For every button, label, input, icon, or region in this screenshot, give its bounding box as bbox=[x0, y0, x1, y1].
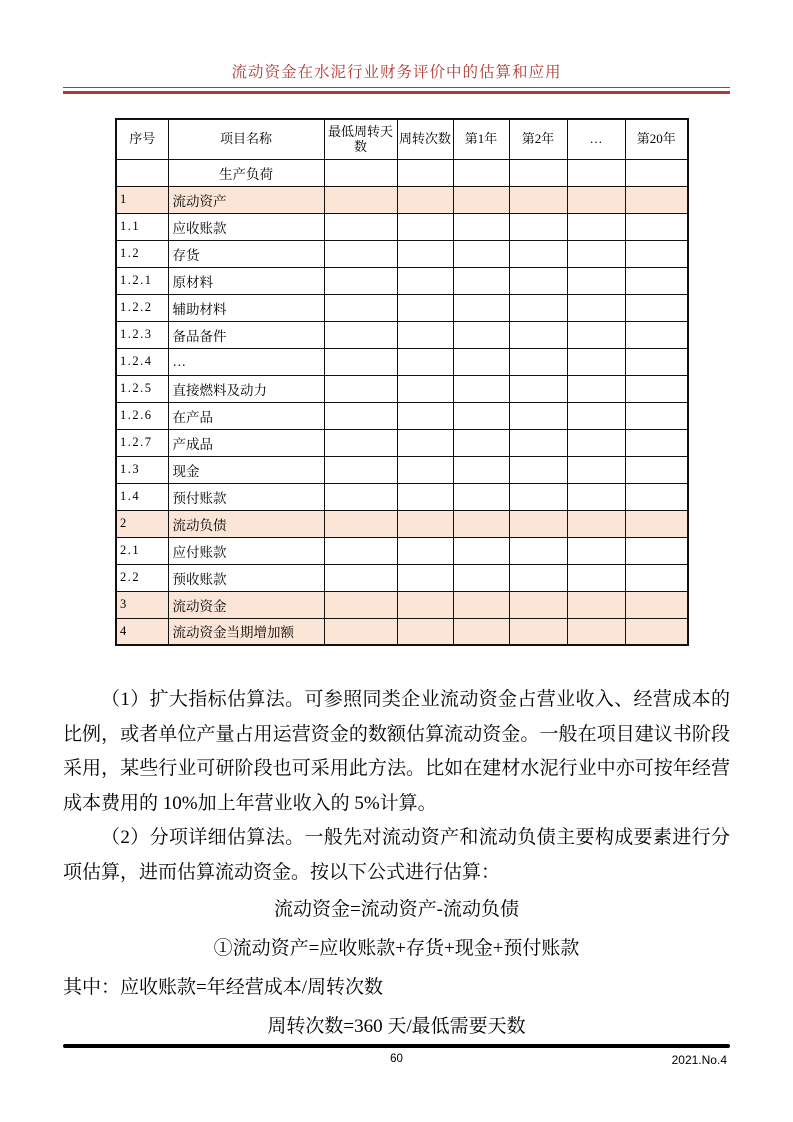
paragraph-itemized-method: （2）分项详细估算法。一般先对流动资产和流动负债主要构成要素进行分项估算，进而估算流动资金。按以下公式进行估算： bbox=[63, 827, 730, 883]
data-cell bbox=[509, 618, 567, 645]
column-header: … bbox=[567, 119, 625, 159]
data-cell bbox=[509, 564, 567, 591]
table-row bbox=[116, 564, 688, 591]
column-header: 第20年 bbox=[625, 119, 688, 159]
data-cell bbox=[567, 240, 625, 267]
data-cell bbox=[397, 159, 453, 186]
table-row bbox=[116, 159, 688, 186]
table-row bbox=[116, 321, 688, 348]
data-cell bbox=[453, 618, 509, 645]
item-name-cell: 存货 bbox=[168, 240, 324, 267]
data-cell bbox=[509, 321, 567, 348]
item-name-cell: 生产负荷 bbox=[168, 159, 324, 186]
data-cell bbox=[397, 537, 453, 564]
column-header: 第2年 bbox=[509, 119, 567, 159]
row-number-cell: 1.3 bbox=[116, 456, 168, 483]
row-number-cell: 1.2.3 bbox=[116, 321, 168, 348]
data-cell bbox=[509, 402, 567, 429]
table-row bbox=[116, 294, 688, 321]
data-cell bbox=[567, 456, 625, 483]
row-number-cell: 1.2.2 bbox=[116, 294, 168, 321]
data-cell bbox=[509, 213, 567, 240]
data-cell bbox=[324, 483, 397, 510]
column-header: 序号 bbox=[116, 119, 168, 159]
issue-label: 2021.No.4 bbox=[671, 1053, 727, 1067]
item-name-cell: … bbox=[168, 348, 324, 375]
column-header: 周转次数 bbox=[397, 119, 453, 159]
data-cell bbox=[509, 159, 567, 186]
data-cell bbox=[567, 294, 625, 321]
data-cell bbox=[625, 402, 688, 429]
data-cell bbox=[397, 618, 453, 645]
data-cell bbox=[397, 321, 453, 348]
data-cell bbox=[509, 240, 567, 267]
data-cell bbox=[324, 618, 397, 645]
data-cell bbox=[625, 564, 688, 591]
row-number-cell: 1.2.4 bbox=[116, 348, 168, 375]
table-header-row bbox=[116, 119, 688, 159]
data-cell bbox=[567, 213, 625, 240]
item-name-cell: 流动资金当期增加额 bbox=[168, 618, 324, 645]
column-header: 第1年 bbox=[453, 119, 509, 159]
data-cell bbox=[625, 429, 688, 456]
data-cell bbox=[453, 267, 509, 294]
page-title: 流动资金在水泥行业财务评价中的估算和应用 bbox=[231, 64, 562, 81]
data-cell bbox=[509, 537, 567, 564]
table-row bbox=[116, 240, 688, 267]
data-cell bbox=[509, 348, 567, 375]
data-cell bbox=[625, 186, 688, 213]
data-cell bbox=[324, 564, 397, 591]
data-cell bbox=[567, 267, 625, 294]
data-cell bbox=[453, 456, 509, 483]
data-cell bbox=[625, 591, 688, 618]
item-name-cell: 原材料 bbox=[168, 267, 324, 294]
data-cell bbox=[453, 429, 509, 456]
data-cell bbox=[567, 186, 625, 213]
data-cell bbox=[453, 348, 509, 375]
data-cell bbox=[397, 456, 453, 483]
data-cell bbox=[625, 267, 688, 294]
data-cell bbox=[324, 294, 397, 321]
data-cell bbox=[567, 591, 625, 618]
data-cell bbox=[509, 591, 567, 618]
data-cell bbox=[567, 618, 625, 645]
table-row bbox=[116, 510, 688, 537]
data-cell bbox=[397, 186, 453, 213]
data-cell bbox=[397, 348, 453, 375]
data-cell bbox=[509, 429, 567, 456]
table-row bbox=[116, 483, 688, 510]
table-row bbox=[116, 402, 688, 429]
table-row bbox=[116, 591, 688, 618]
page-number: 60 bbox=[390, 1053, 403, 1065]
item-name-cell: 现金 bbox=[168, 456, 324, 483]
working-capital-estimation-table bbox=[115, 118, 689, 646]
data-cell bbox=[509, 294, 567, 321]
data-cell bbox=[509, 510, 567, 537]
data-cell bbox=[625, 213, 688, 240]
data-cell bbox=[324, 510, 397, 537]
row-number-cell: 1 bbox=[116, 186, 168, 213]
data-cell bbox=[397, 267, 453, 294]
data-cell bbox=[567, 159, 625, 186]
data-cell bbox=[625, 456, 688, 483]
data-cell bbox=[453, 564, 509, 591]
data-cell bbox=[324, 321, 397, 348]
data-cell bbox=[453, 483, 509, 510]
table-row bbox=[116, 375, 688, 402]
data-cell bbox=[397, 510, 453, 537]
row-number-cell: 1.2.1 bbox=[116, 267, 168, 294]
data-cell bbox=[567, 483, 625, 510]
data-cell bbox=[567, 375, 625, 402]
article-body bbox=[63, 683, 730, 1046]
data-cell bbox=[324, 348, 397, 375]
data-cell bbox=[567, 510, 625, 537]
data-cell bbox=[324, 402, 397, 429]
data-cell bbox=[397, 375, 453, 402]
data-cell bbox=[625, 510, 688, 537]
table-row bbox=[116, 618, 688, 645]
data-cell bbox=[567, 564, 625, 591]
item-name-cell: 产成品 bbox=[168, 429, 324, 456]
table-row bbox=[116, 267, 688, 294]
data-cell bbox=[625, 537, 688, 564]
data-cell bbox=[509, 267, 567, 294]
data-cell bbox=[324, 159, 397, 186]
header-rule-thin bbox=[63, 87, 730, 88]
column-header: 项目名称 bbox=[168, 119, 324, 159]
formula-accounts-receivable: 其中：应收账款=年经营成本/周转次数 bbox=[63, 977, 383, 998]
data-cell bbox=[567, 321, 625, 348]
data-cell bbox=[625, 618, 688, 645]
data-cell bbox=[324, 429, 397, 456]
table-row bbox=[116, 537, 688, 564]
column-header: 最低周转天数 bbox=[324, 119, 397, 159]
item-name-cell: 流动负债 bbox=[168, 510, 324, 537]
item-name-cell: 流动资金 bbox=[168, 591, 324, 618]
data-cell bbox=[625, 348, 688, 375]
data-cell bbox=[397, 591, 453, 618]
formula-turnover-times: 周转次数=360 天/最低需要天数 bbox=[267, 1016, 526, 1037]
data-cell bbox=[324, 186, 397, 213]
data-cell bbox=[453, 375, 509, 402]
data-cell bbox=[453, 294, 509, 321]
row-number-cell: 1.2.7 bbox=[116, 429, 168, 456]
data-cell bbox=[397, 429, 453, 456]
item-name-cell: 预付账款 bbox=[168, 483, 324, 510]
data-cell bbox=[324, 375, 397, 402]
table-row bbox=[116, 186, 688, 213]
row-number-cell: 1.2 bbox=[116, 240, 168, 267]
data-cell bbox=[397, 483, 453, 510]
data-cell bbox=[567, 348, 625, 375]
table-row bbox=[116, 429, 688, 456]
row-number-cell bbox=[116, 159, 168, 186]
data-cell bbox=[509, 483, 567, 510]
item-name-cell: 流动资产 bbox=[168, 186, 324, 213]
row-number-cell: 1.2.5 bbox=[116, 375, 168, 402]
data-cell bbox=[453, 321, 509, 348]
row-number-cell: 3 bbox=[116, 591, 168, 618]
data-cell bbox=[453, 240, 509, 267]
data-cell bbox=[567, 537, 625, 564]
data-cell bbox=[453, 186, 509, 213]
data-cell bbox=[625, 294, 688, 321]
table-row bbox=[116, 348, 688, 375]
data-cell bbox=[453, 402, 509, 429]
data-cell bbox=[453, 213, 509, 240]
item-name-cell: 直接燃料及动力 bbox=[168, 375, 324, 402]
data-cell bbox=[567, 402, 625, 429]
data-cell bbox=[625, 483, 688, 510]
formula-current-assets: ①流动资产=应收账款+存货+现金+预付账款 bbox=[213, 938, 580, 959]
data-cell bbox=[509, 186, 567, 213]
formula-working-capital: 流动资金=流动资产-流动负债 bbox=[273, 899, 520, 920]
data-cell bbox=[324, 267, 397, 294]
row-number-cell: 1.1 bbox=[116, 213, 168, 240]
data-cell bbox=[397, 402, 453, 429]
data-cell bbox=[453, 591, 509, 618]
data-cell bbox=[625, 321, 688, 348]
data-cell bbox=[324, 537, 397, 564]
data-cell bbox=[567, 429, 625, 456]
row-number-cell: 1.4 bbox=[116, 483, 168, 510]
footer-rule bbox=[63, 1044, 730, 1048]
data-cell bbox=[453, 510, 509, 537]
data-cell bbox=[625, 159, 688, 186]
header-rule-thick bbox=[63, 91, 730, 94]
table-row bbox=[116, 456, 688, 483]
table-row bbox=[116, 213, 688, 240]
data-cell bbox=[625, 240, 688, 267]
item-name-cell: 辅助材料 bbox=[168, 294, 324, 321]
data-cell bbox=[453, 159, 509, 186]
data-cell bbox=[324, 213, 397, 240]
item-name-cell: 在产品 bbox=[168, 402, 324, 429]
paragraph-expanded-index-method: （1）扩大指标估算法。可参照同类企业流动资金占营业收入、经营成本的比例，或者单位产量占用运营资金的数额估算流动资金。一般在项目建议书阶段采用，某些行业可研阶段也可采用此方法。比如在建材水泥行业中亦可按年经营成本费用的 10%加上年营业收入的 5%计算。 bbox=[63, 689, 730, 814]
data-cell bbox=[625, 375, 688, 402]
row-number-cell: 2.2 bbox=[116, 564, 168, 591]
data-cell bbox=[324, 591, 397, 618]
data-cell bbox=[509, 456, 567, 483]
data-cell bbox=[324, 456, 397, 483]
data-cell bbox=[453, 537, 509, 564]
row-number-cell: 2.1 bbox=[116, 537, 168, 564]
data-cell bbox=[324, 240, 397, 267]
item-name-cell: 应收账款 bbox=[168, 213, 324, 240]
data-cell bbox=[509, 375, 567, 402]
row-number-cell: 1.2.6 bbox=[116, 402, 168, 429]
item-name-cell: 预收账款 bbox=[168, 564, 324, 591]
item-name-cell: 备品备件 bbox=[168, 321, 324, 348]
row-number-cell: 2 bbox=[116, 510, 168, 537]
data-cell bbox=[397, 564, 453, 591]
item-name-cell: 应付账款 bbox=[168, 537, 324, 564]
row-number-cell: 4 bbox=[116, 618, 168, 645]
data-cell bbox=[397, 213, 453, 240]
data-cell bbox=[397, 294, 453, 321]
data-cell bbox=[397, 240, 453, 267]
